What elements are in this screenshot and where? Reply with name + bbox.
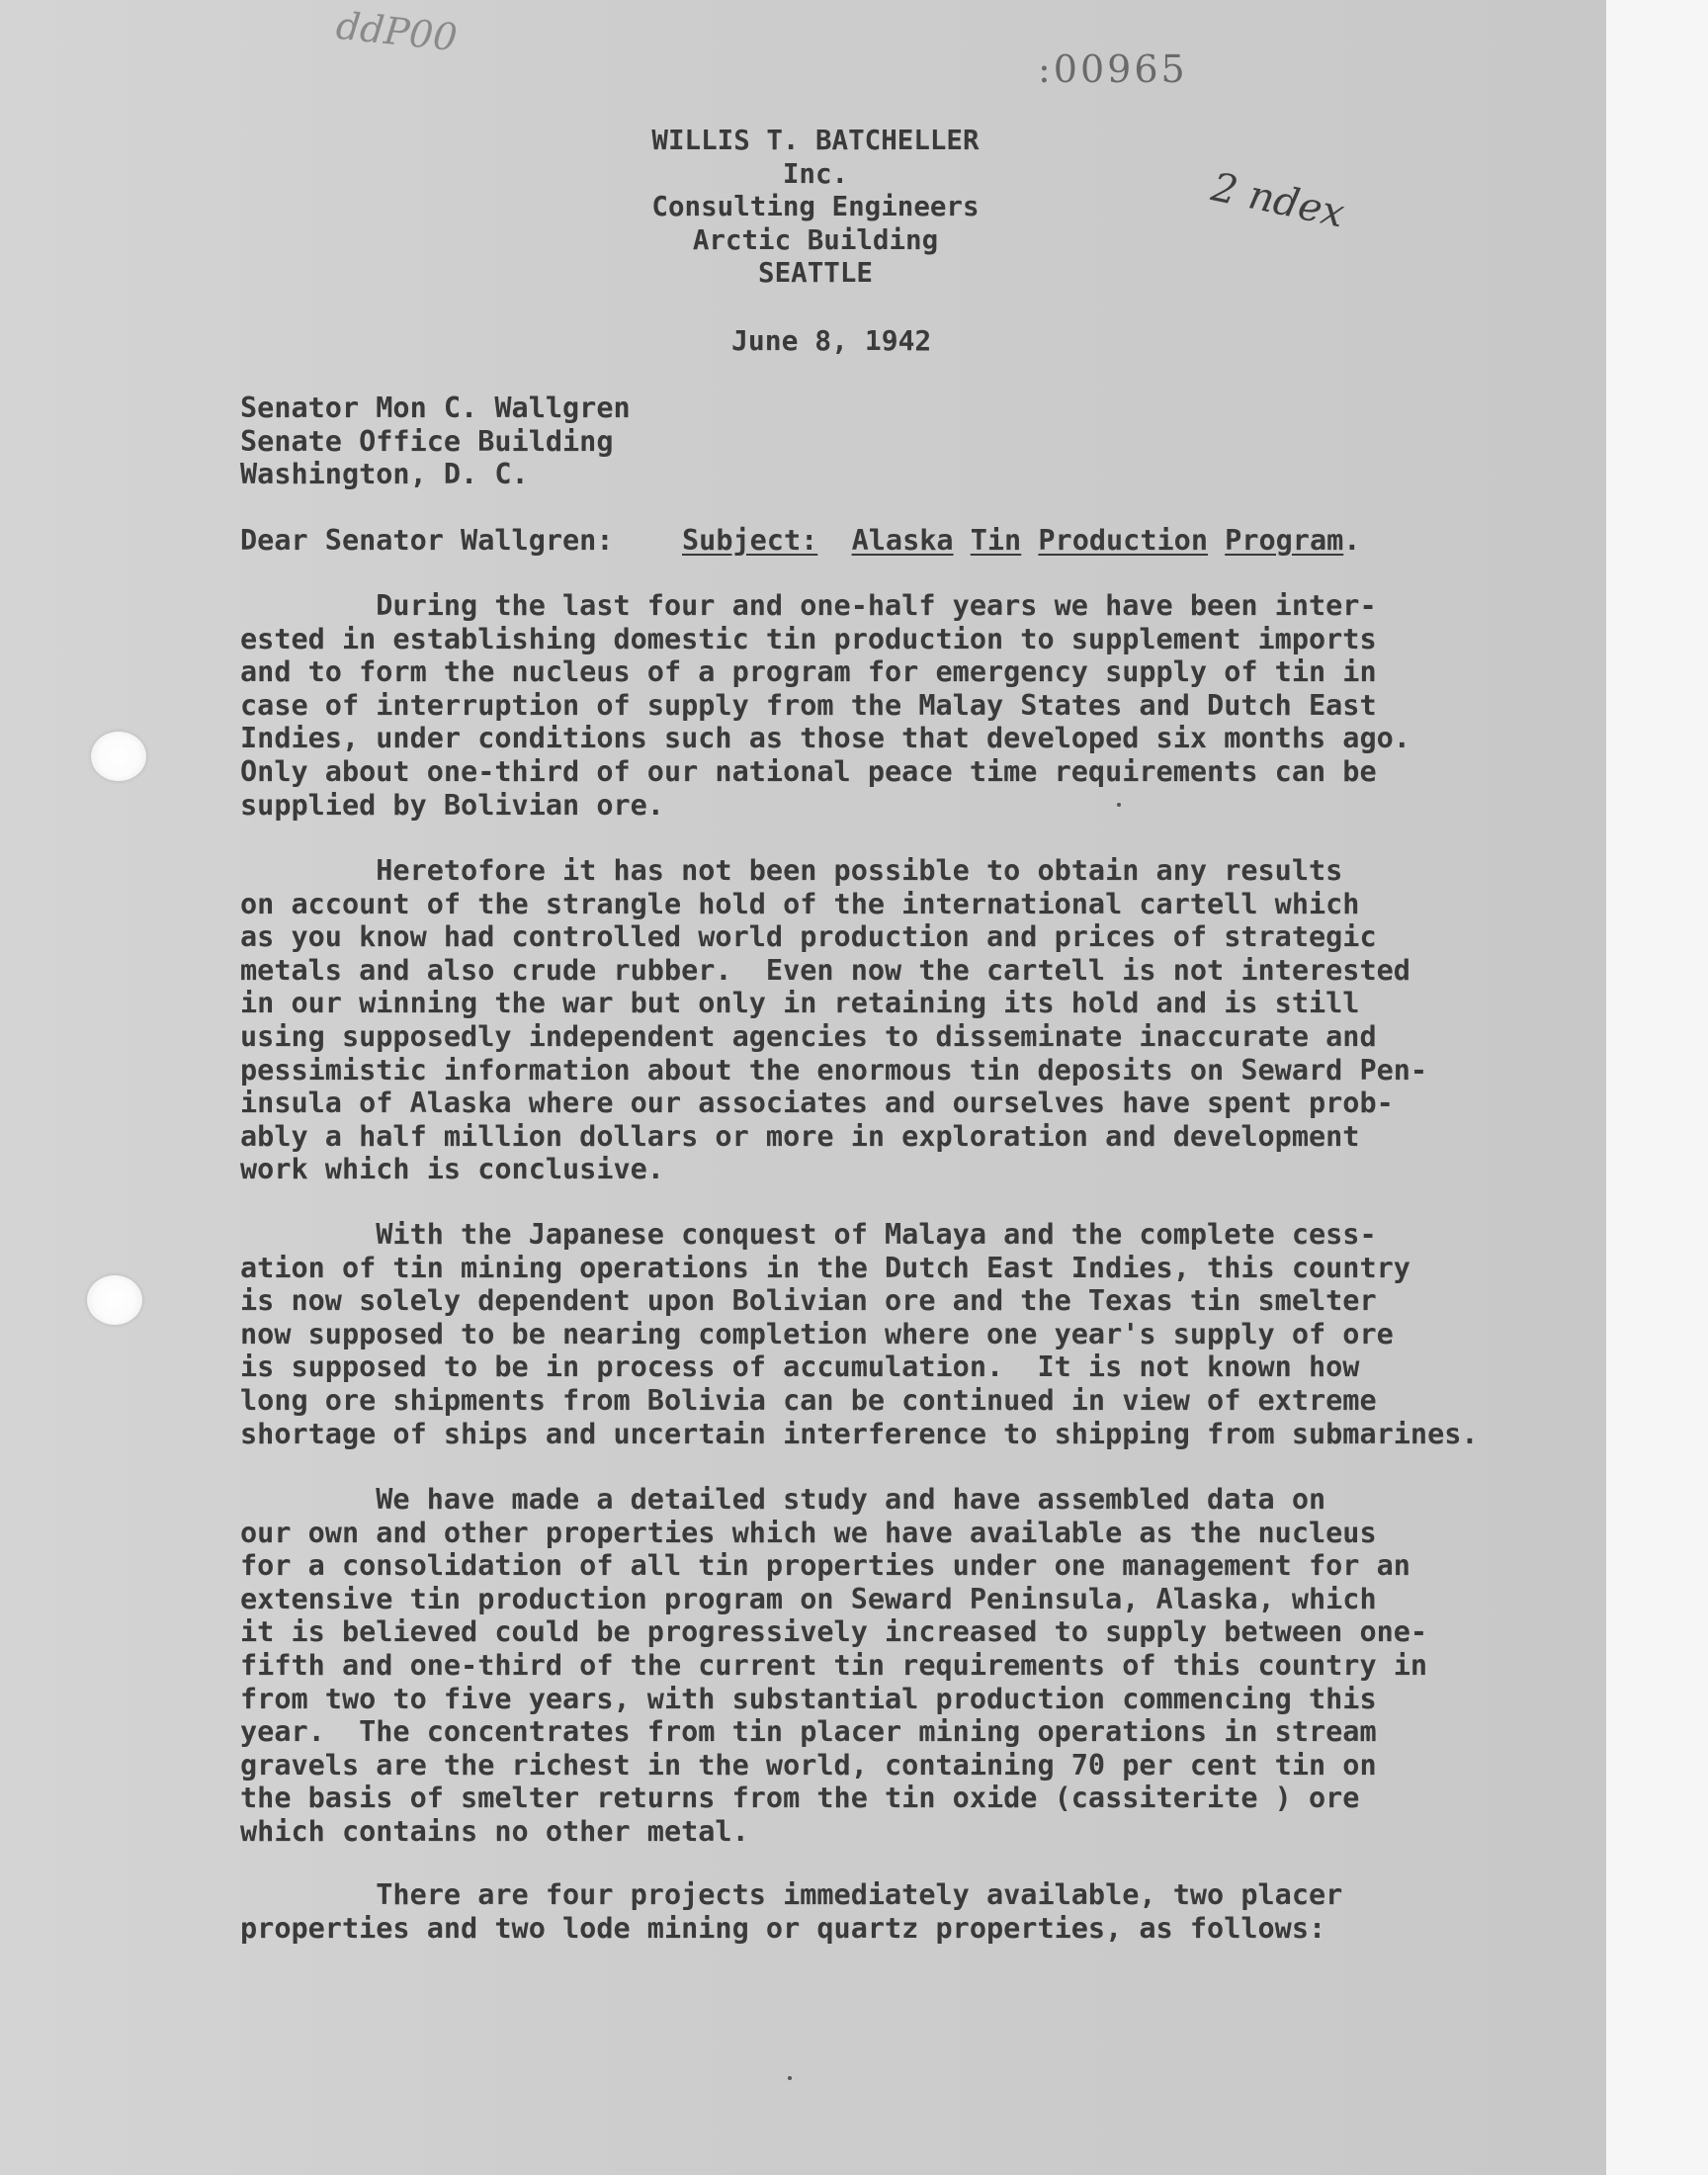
subject-word-3: Production [1038,524,1208,557]
subject-word-2: Tin [970,524,1022,557]
paragraph-line: Heretofore it has not been possible to obtain any results [240,854,1343,887]
recipient-name: Senator Mon C. Wallgren [240,392,631,424]
paragraph-line: and to form the nucleus of a program for emergency supply of tin in [240,655,1377,689]
subject-period: . [1343,524,1361,557]
letterhead-name: WILLIS T. BATCHELLER [651,125,980,156]
paragraph-2 [240,854,1427,1186]
paragraph-line: During the last four and one-half years we have been inter- [240,589,1377,622]
paragraph-line: fifth and one-third of the current tin requirements of this country in [240,1648,1428,1682]
paragraph-line: ested in establishing domestic tin production to supplement imports [240,622,1377,655]
recipient-office: Senate Office Building [240,424,614,458]
paragraph-line: shortage of ships and uncertain interference to shipping from submarines. [240,1417,1479,1450]
letterhead-inc: Inc. [782,157,849,190]
paragraph-4 [240,1483,1427,1849]
paragraph-line: supplied by Bolivian ore. [240,788,664,822]
paragraph-line: insula of Alaska where our associates and ourselves have spent prob- [240,1087,1394,1120]
paragraph-3 [240,1218,1479,1450]
paragraph-line: long ore shipments from Bolivia can be continued in view of extreme [240,1383,1377,1417]
subject-word-1: Alaska [851,524,954,557]
paragraph-line: extensive tin production program on Seward Peninsula, Alaska, which [240,1582,1377,1615]
paragraph-line: on account of the strangle hold of the international cartell which [240,887,1360,920]
salutation: Dear Senator Wallgren: [240,524,614,557]
paragraph-line: ably a half million dollars or more in exploration and development [240,1119,1360,1153]
paragraph-line: which contains no other metal. [240,1814,749,1848]
paragraph-line: Only about one-third of our national peace time requirements can be [240,754,1377,788]
paragraph-line: from two to five years, with substantial production commencing this [240,1682,1377,1715]
subject-line [682,524,1360,557]
handwritten-document-number: :00965 [1038,47,1188,91]
paragraph-line: With the Japanese conquest of Malaya and the complete cess- [240,1218,1377,1251]
paragraph-line: is now solely dependent upon Bolivian ore and the Texas tin smelter [240,1284,1377,1318]
speck-mark [788,2076,792,2080]
letterhead [494,125,1137,291]
scan-margin [1606,0,1708,2175]
recipient-city: Washington, D. C. [240,458,529,490]
punch-hole-upper [91,732,146,781]
paragraph-line: We have made a detailed study and have assembled data on [240,1483,1326,1516]
paragraph-line: ation of tin mining operations in the Dutch East Indies, this country [240,1251,1410,1284]
paragraph-line: is supposed to be in process of accumulation. It is not known how [240,1350,1360,1384]
subject-word-4: Program [1225,524,1344,557]
handwritten-file-number: ddP00 [334,3,460,60]
handwritten-index-mark: 2 ndex [1207,164,1349,237]
recipient-address [240,392,631,491]
paragraph-line: pessimistic information about the enormous tin deposits on Seward Pen- [240,1053,1428,1087]
letterhead-profession: Consulting Engineers [651,191,980,222]
paragraph-line: There are four projects immediately available, two placer [240,1878,1343,1911]
speck-mark [1117,803,1121,807]
paragraph-line: as you know had controlled world production and prices of strategic [240,920,1377,954]
paragraph-line: the basis of smelter returns from the tin oxide (cassiterite ) ore [240,1782,1360,1815]
paragraph-line: our own and other properties which we have available as the nucleus [240,1516,1377,1549]
paragraph-line: work which is conclusive. [240,1153,664,1186]
punch-hole-lower [87,1275,142,1325]
letter-date: June 8, 1942 [731,324,932,357]
paragraph-1 [240,589,1410,822]
paragraph-line: for a consolidation of all tin properties under one management for an [240,1549,1410,1583]
paragraph-line: now supposed to be nearing completion where one year's supply of ore [240,1317,1394,1350]
paragraph-line: gravels are the richest in the world, containing 70 per cent tin on [240,1748,1377,1782]
paragraph-line: case of interruption of supply from the Malay States and Dutch East [240,688,1377,722]
paragraph-line: using supposedly independent agencies to disseminate inaccurate and [240,1019,1377,1053]
subject-label: Subject: [682,524,818,557]
letterhead-city: SEATTLE [758,257,873,289]
paragraph-line: in our winning the war but only in retaining its hold and is still [240,987,1360,1020]
paragraph-5 [240,1878,1342,1945]
paragraph-line: properties and two lode mining or quartz properties, as follows: [240,1911,1326,1945]
paragraph-line: year. The concentrates from tin placer mining operations in stream [240,1715,1377,1749]
letterhead-building: Arctic Building [692,223,939,256]
paragraph-line: metals and also crude rubber. Even now the cartell is not interested [240,953,1410,987]
paragraph-line: Indies, under conditions such as those that developed six months ago. [240,722,1410,755]
paragraph-line: it is believed could be progressively increased to supply between one- [240,1615,1428,1649]
